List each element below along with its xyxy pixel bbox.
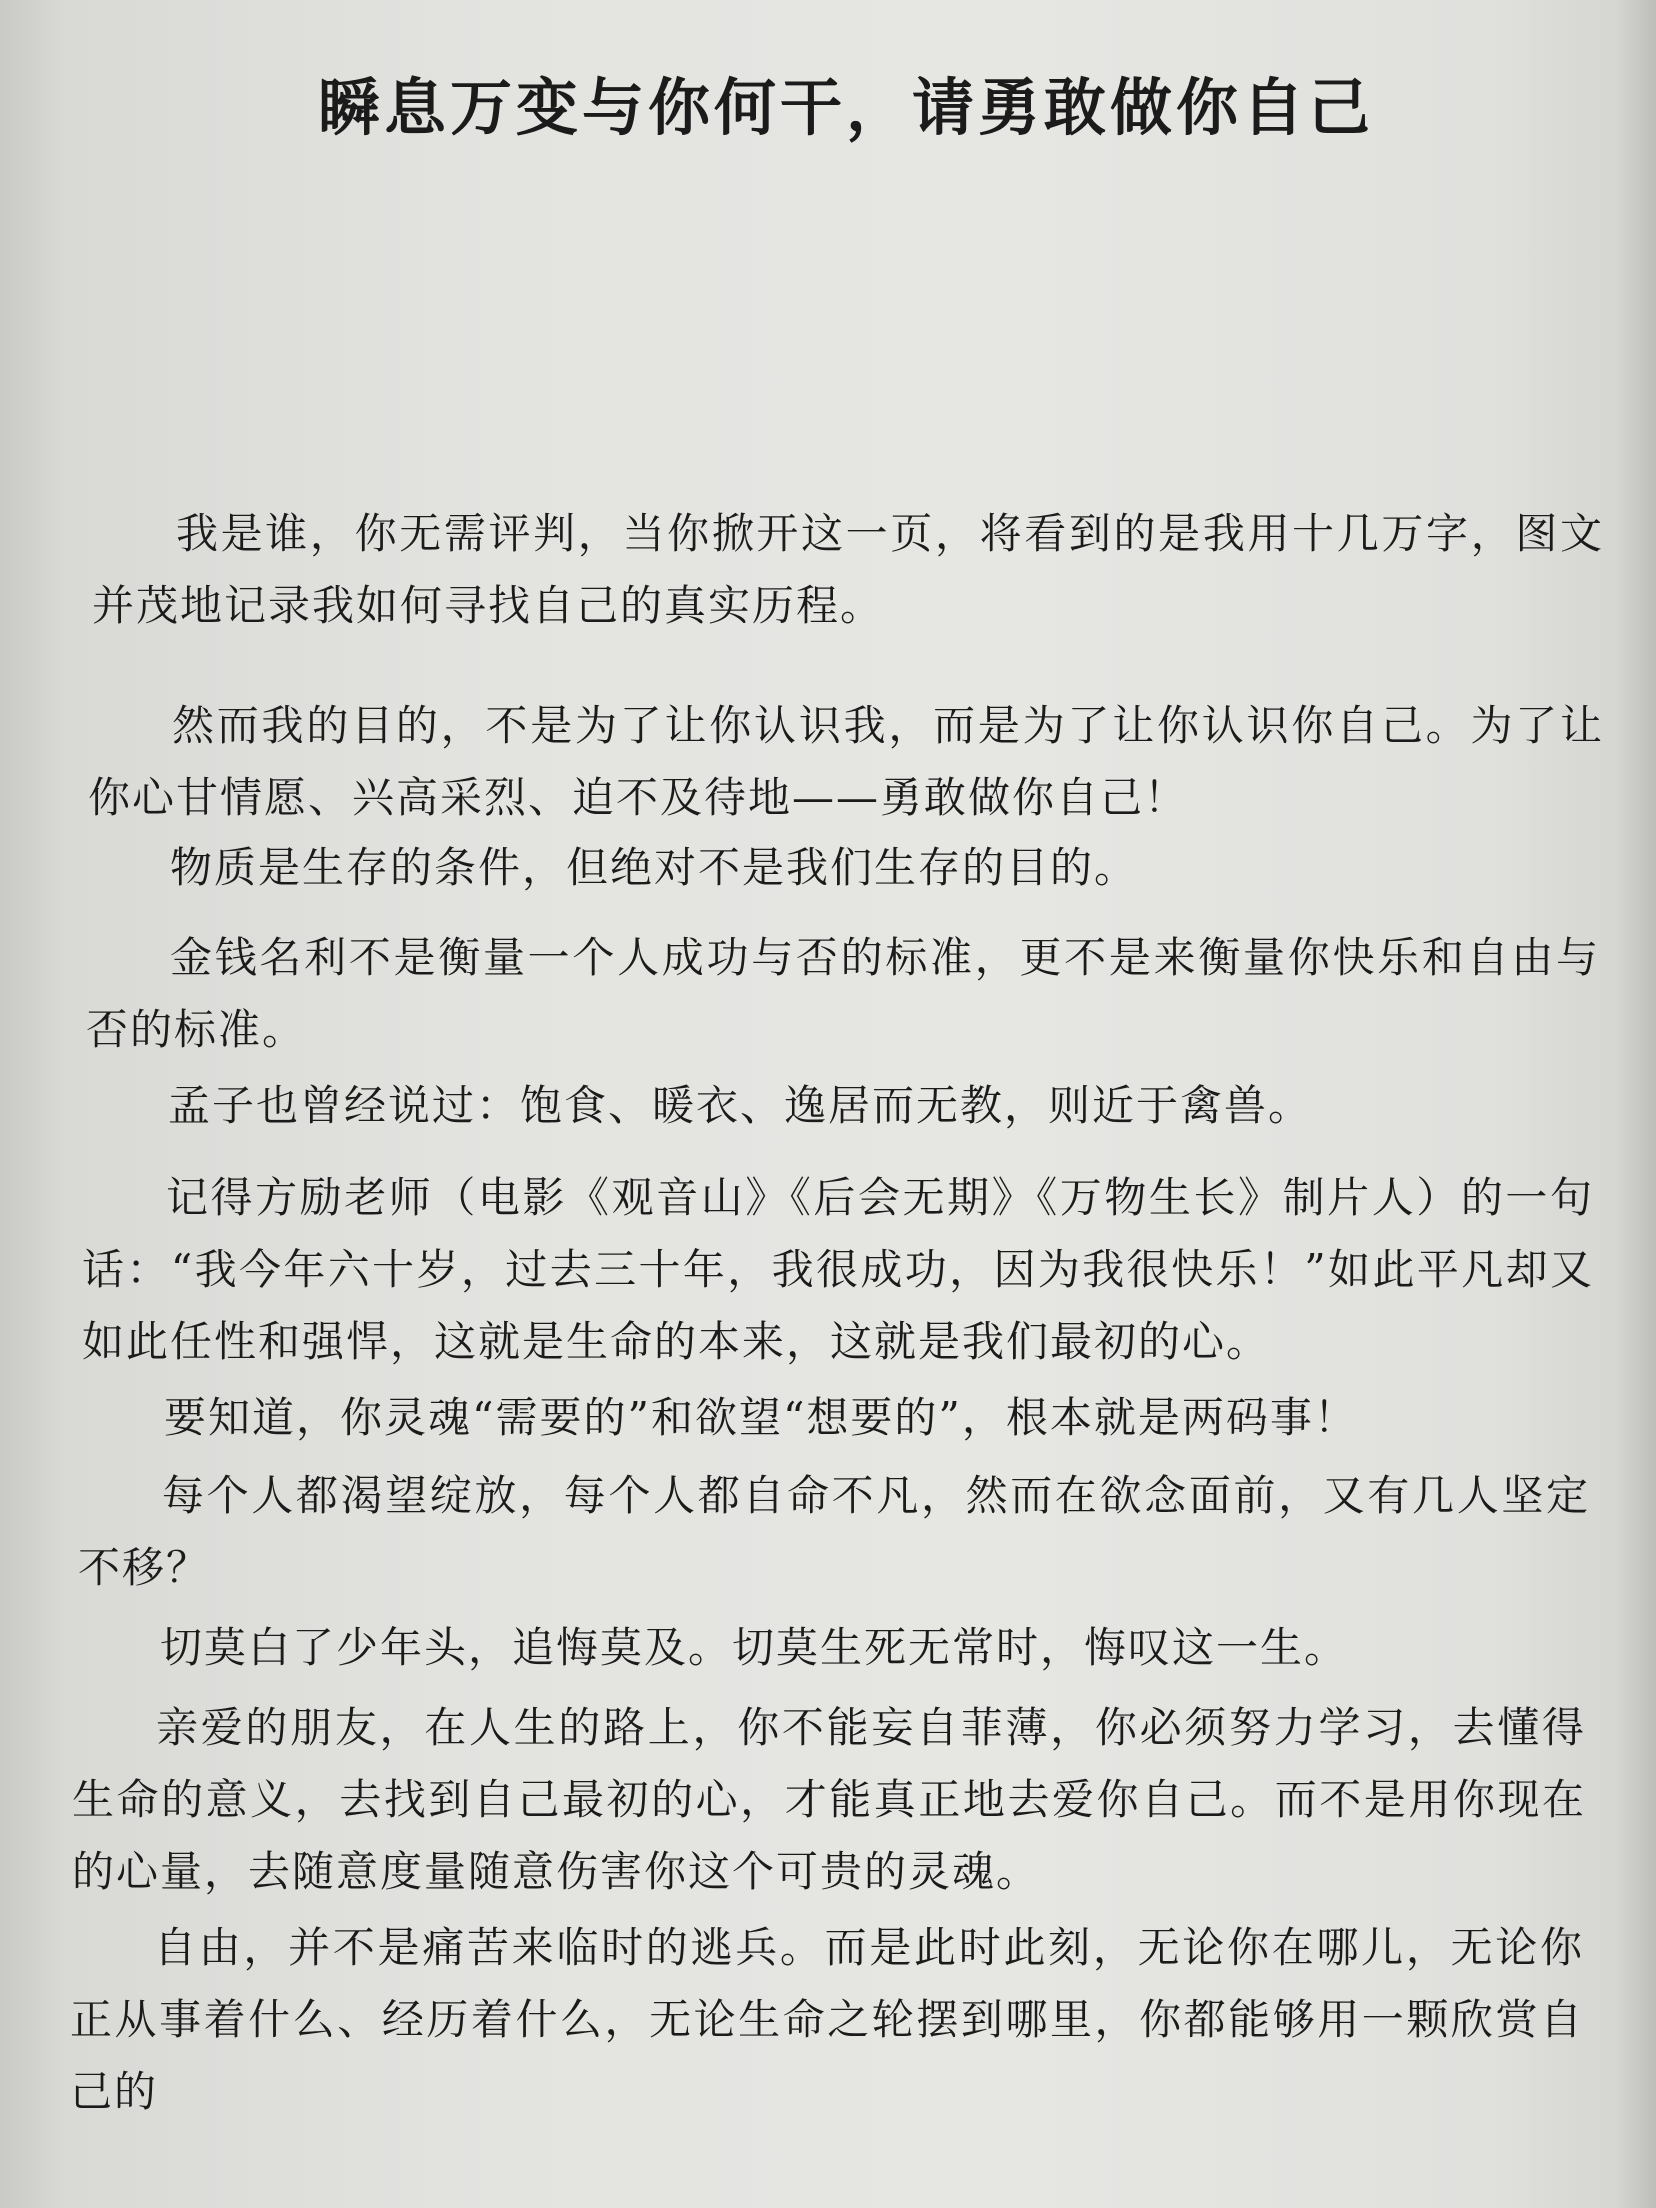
paragraph-9: 切莫白了少年头，追悔莫及。切莫生死无常时，悔叹这一生。 xyxy=(160,1623,1349,1672)
paragraph-5: 孟子也曾经说过：饱食、暖衣、逸居而无教，则近于禽兽。 xyxy=(168,1081,1313,1130)
page-title: 瞬息万变与你何干，请勇敢做你自己 xyxy=(318,71,1375,144)
paragraph-10: 亲爱的朋友，在人生的路上，你不能妄自菲薄，你必须努力学习，去懂得生命的意义，去找到自己最初的心，才能真正地去爱你自己。而不是用你现在的心量，去随意度量随意伤害你这个可贵的灵魂。 xyxy=(72,1703,1586,1896)
paragraph-8: 每个人都渴望绽放，每个人都自命不凡，然而在欲念面前，又有几人坚定不移？ xyxy=(78,1471,1590,1592)
paragraph-11: 自由，并不是痛苦来临时的逃兵。而是此时此刻，无论你在哪儿，无论你正从事着什么、经历着什么，无论生命之轮摆到哪里，你都能够用一颗欣赏自己的 xyxy=(70,1923,1584,2116)
paragraph-1: 我是谁，你无需评判，当你掀开这一页，将看到的是我用十几万字，图文并茂地记录我如何寻找自己的真实历程。 xyxy=(92,509,1604,630)
paragraph-3: 物质是生存的条件，但绝对不是我们生存的目的。 xyxy=(170,843,1139,892)
paragraph-7: 要知道，你灵魂“需要的”和欲望“想要的”，根本就是两码事！ xyxy=(164,1393,1358,1442)
paragraph-2: 然而我的目的，不是为了让你认识我，而是为了让你认识你自己。为了让你心甘情愿、兴高采烈、迫不及待地——勇敢做你自己！ xyxy=(88,701,1604,822)
paragraph-6: 记得方励老师（电影《观音山》《后会无期》《万物生长》制片人）的一句话：“我今年六十岁，过去三十年，我很成功，因为我很快乐！”如此平凡却又如此任性和强悍，这就是生命的本来，这就是我们最初的心。 xyxy=(82,1173,1594,1366)
paragraph-4: 金钱名利不是衡量一个人成功与否的标准，更不是来衡量你快乐和自由与否的标准。 xyxy=(86,933,1600,1054)
